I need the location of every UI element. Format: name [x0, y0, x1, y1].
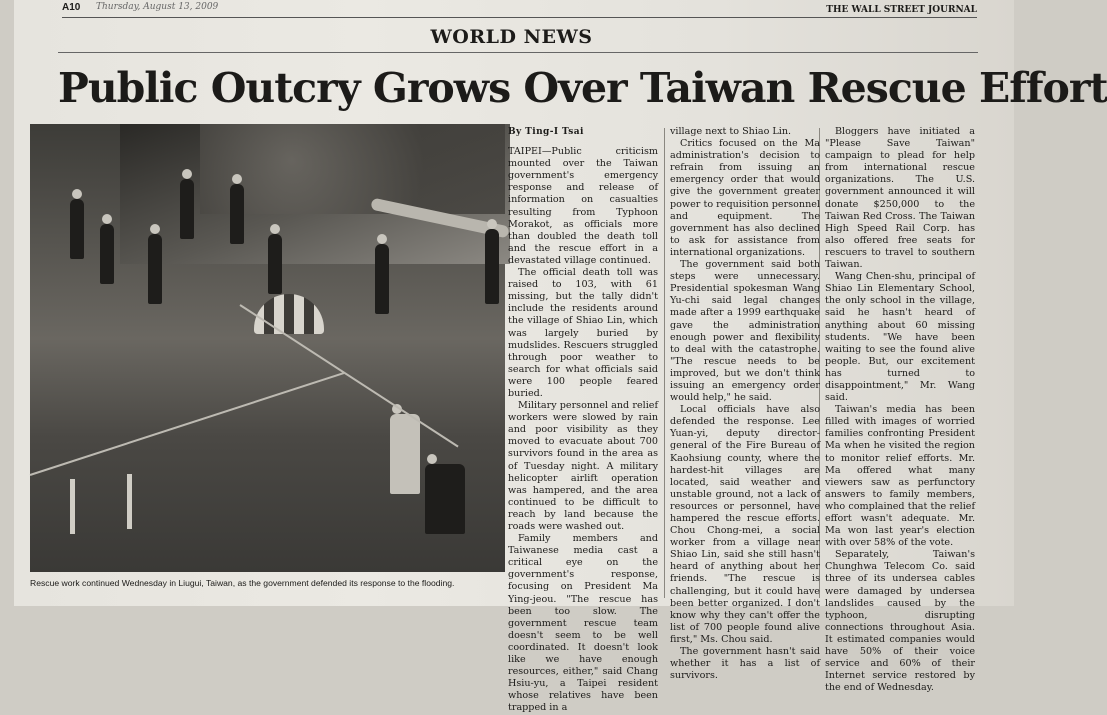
photo-post [70, 479, 75, 534]
photo-figure [180, 179, 194, 239]
newspaper-name: THE WALL STREET JOURNAL [826, 5, 977, 15]
paragraph: Military personnel and relief workers were slowed by rain and poor visibility as they moved to evacuate about 700 survivors found in the area as of Tuesday night. A military helicopter airlift operation was hampered, and the area continued to be difficult to reach by land because the roads were washed out. [508, 400, 658, 532]
paragraph: Critics focused on the Ma administration's decision to refrain from issuing an emergency order that would give the government greater power to requisition personnel and equipment. The government has also declined to ask for assistance from international organizations. [670, 138, 820, 258]
paragraph: TAIPEI—Public criticism mounted over the Taiwan government's emergency response and release of information on casualties resulting from Typhoon Morakot, as officials more than doubled the death toll and the rescue effort in a devastated village continued. [508, 146, 658, 266]
photo-figure [100, 224, 114, 284]
byline: By Ting-I Tsai [508, 127, 584, 137]
photo-figure [268, 234, 282, 294]
section-rule [58, 52, 978, 53]
section-title: WORLD NEWS [430, 26, 593, 48]
paragraph: Separately, Taiwan's Chunghwa Telecom Co. said three of its undersea cables were damaged by undersea landslides caused by the typhoon, disrupting connections throughout Asia. It estimated companies would have 50% of their voice service and 60% of their Internet service restored by the end of Wednesday. [825, 549, 975, 694]
photo-trees [200, 124, 505, 214]
photo-umbrella [254, 294, 324, 334]
rescue-photo [30, 124, 505, 572]
paragraph: The government said both steps were unnecessary. Presidential spokesman Wang Yu-chi said legal changes made after a 1999 earthquake gave the administration enough power and flexibility to deal with the catastrophe. "The rescue needs to be improved, but we don't think issuing an emergency order would help," he said. [670, 259, 820, 404]
article-column-2 [670, 126, 820, 682]
paragraph: The official death toll was raised to 103, with 61 missing, but the tally didn't include the residents around the village of Shiao Lin, which was largely buried by mudslides. Rescuers struggled through poor weather to search for what officials said were 100 people feared buried. [508, 267, 658, 399]
photo-caption: Rescue work continued Wednesday in Liugui, Taiwan, as the government defended its response to the flooding. [30, 578, 455, 588]
photo-cable [239, 304, 458, 447]
page-number: A10 [62, 2, 81, 13]
paragraph: Bloggers have initiated a "Please Save Taiwan" campaign to plead for help from international rescue organizations. The U.S. government announced it will donate $250,000 to the Taiwan Red Cross. The Taiwan High Speed Rail Corp. has also offered free seats for rescuers to travel to southern Taiwan. [825, 126, 975, 271]
article-column-1 [508, 126, 658, 714]
headline: Public Outcry Grows Over Taiwan Rescue Effort [58, 64, 1107, 112]
photo-figure [485, 229, 499, 304]
paragraph: Family members and Taiwanese media cast a critical eye on the government's response, focusing on President Ma Ying-jeou. "The rescue has been too slow. The government rescue team doesn't seem to be well coordinated. It doesn't look like we have enough resources, either," said Chang Hsiu-yu, a Taipei resident whose relatives have been trapped in a [508, 533, 658, 714]
photo-rescuer [390, 414, 420, 494]
paragraph: village next to Shiao Lin. [670, 126, 792, 137]
photo-figure [230, 184, 244, 244]
folio-bar [62, 0, 977, 18]
photo-figure [70, 199, 84, 259]
photo-rescuer [425, 464, 465, 534]
issue-date: Thursday, August 13, 2009 [96, 2, 219, 12]
photo-post [127, 474, 132, 529]
paragraph: Local officials have also defended the response. Lee Yuan-yi, deputy director-general of the Fire Bureau of Kaohsiung county, where the hardest-hit villages are located, said weather and unstable ground, not a lack of resources or personnel, have hampered the rescue efforts. Chou Chong-mei, a social worker from a village near Shiao Lin, said she still hasn't heard of anything about her friends. "The rescue is challenging, but it could have been better organized. I don't know why they can't offer the list of 700 people found alive first," Ms. Chou said. [670, 404, 820, 645]
photo-figure [375, 244, 389, 314]
paragraph: The government hasn't said whether it has a list of survivors. [670, 646, 820, 682]
column-divider [664, 128, 665, 598]
photo-cable [30, 372, 344, 476]
paragraph: Taiwan's media has been filled with images of worried families confronting President Ma when he visited the region to monitor relief efforts. Mr. Ma offered what many viewers saw as perfunctory answers to family members, who complained that the relief effort wasn't adequate. Mr. Ma won last year's election with over 58% of the vote. [825, 404, 975, 549]
article-column-3 [825, 126, 975, 694]
paragraph: Wang Chen-shu, principal of Shiao Lin Elementary School, the only school in the village, said he hasn't heard of anything about 60 missing students. "We have been waiting to see the found alive people. But, our excitement has turned to disappointment," Mr. Wang said. [825, 271, 975, 404]
photo-figure [148, 234, 162, 304]
